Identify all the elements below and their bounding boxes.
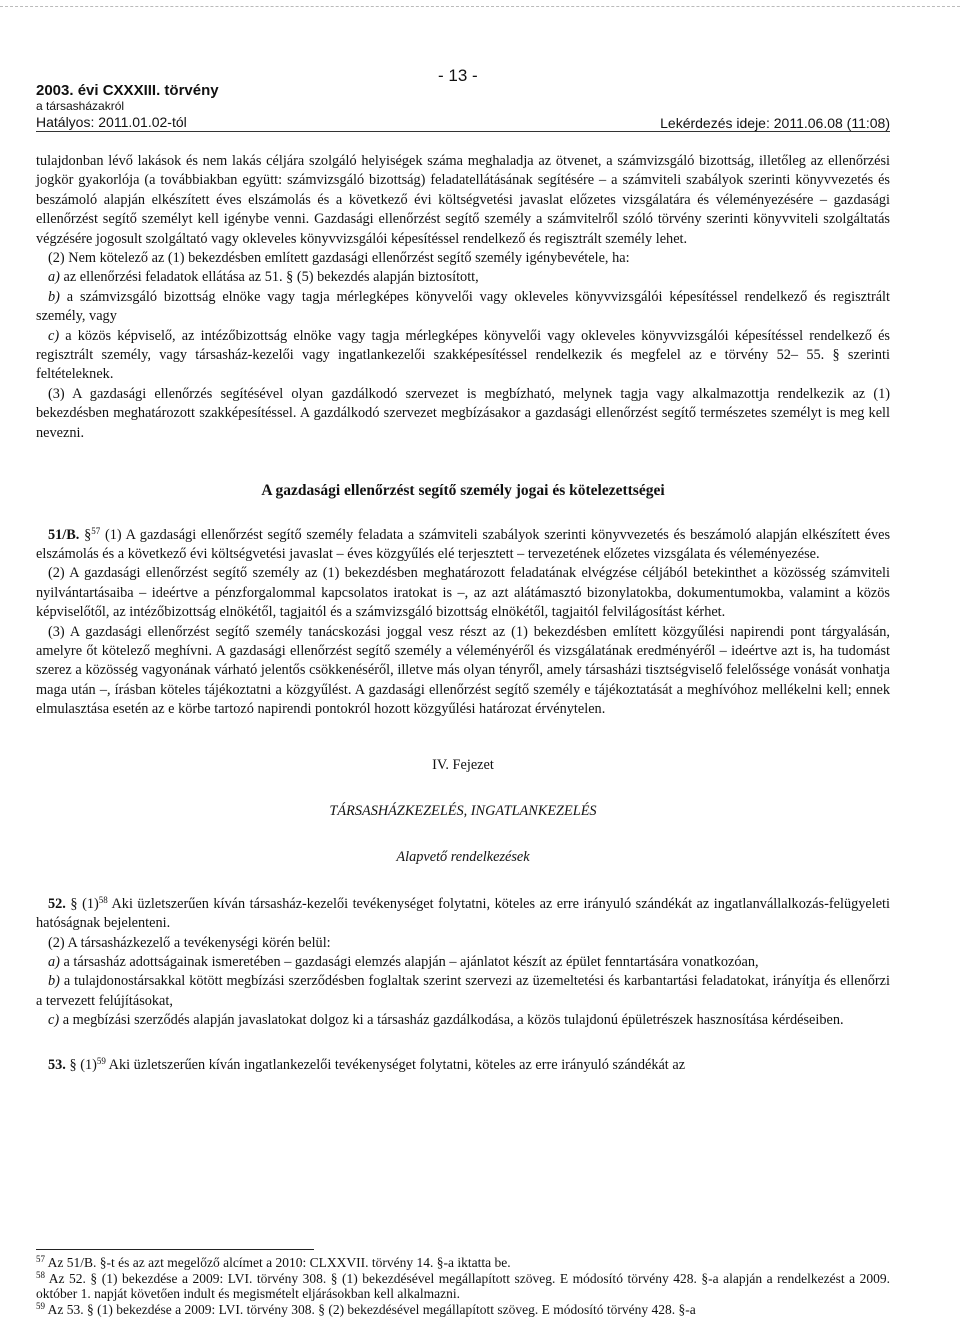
- paragraph-text: Aki üzletszerűen kíván ingatlankezelői tevékenységet folytatni, köteles az erre irányuló szándékát az: [108, 1056, 686, 1073]
- section-number: 51/B.: [48, 526, 80, 543]
- section-heading: A gazdasági ellenőrzést segítő személy jogai és kötelezettségei: [261, 482, 665, 500]
- paragraph: (2) Nem kötelező az (1) bekezdésben említett gazdasági ellenőrzést segítő személy igénybevétele, ha:: [48, 250, 630, 267]
- paragraph: (2) A társasházkezelő a tevékenységi körén belül:: [48, 934, 331, 951]
- section-mark: §: [70, 895, 78, 912]
- footnote-text: Az 53. § (1) bekezdése a 2009: LVI. törvény 308. § (2) bekezdésével megállapított szöveg. E módosító törvény 428. §-a: [47, 1301, 696, 1317]
- section-number: 52.: [48, 895, 66, 912]
- header-law-info: [36, 82, 219, 130]
- chapter-number: IV. Fejezet: [432, 756, 494, 773]
- item-label: a): [48, 269, 60, 286]
- footnote-divider: [36, 1249, 314, 1250]
- list-item: [36, 268, 890, 287]
- page-number: - 13 -: [438, 66, 478, 85]
- footnote-ref: 58: [98, 894, 108, 905]
- item-text: a számvizsgáló bizottság elnöke vagy tagja mérlegképes könyvelői vagy okleveles könyvvizsgálói képesítéssel rendelkező és regisztrált személy, vagy: [36, 288, 890, 325]
- query-date: Lekérdezés ideje: 2011.06.08 (11:08): [660, 115, 890, 131]
- paragraph-text: (1) A gazdasági ellenőrzést segítő személy feladata a számviteli szabályok szerinti könyvvezetés és beszámoló alapján elkészített éves elszámolás és a következő évi költségvetési javaslat – éves közgyűlés elé terjesztett – tervezetének előzetes vizsgálata és véleményezése.: [36, 526, 891, 562]
- paragraph-prefix: (1): [82, 895, 99, 912]
- page-header: [36, 66, 890, 131]
- item-label: c): [48, 327, 60, 344]
- footnote-number: 59: [36, 1300, 45, 1311]
- list-item: [36, 288, 890, 327]
- item-text: a társasház adottságainak ismeretében – gazdasági elemzés alapján – ajánlatot készít az épület fenntartására vonatkozóan,: [63, 954, 759, 970]
- footnote: [36, 1302, 890, 1318]
- footnote-text: Az 51/B. §-t és az azt megelőző alcímet a 2010: CLXXVII. törvény 14. §-a iktatta be.: [47, 1255, 511, 1270]
- paragraph: (2) A gazdasági ellenőrzést segítő személy az (1) bekezdésben meghatározott feladatának elvégzése céljából betekinthet a közösség számviteli nyilvántartásaiba – ideértve a pénzforgalommal kapcsolatos iratokat is –, az azt alátámasztó bizonylatokba, dokumentumokba, valamint a közös képviselőtől, az intézőbizottság elnökétől, tagjaitól és a számvizsgáló bizottság elnökétől, tagjaitól felvilágosítást kérhet.: [36, 565, 890, 621]
- paragraph-text: Aki üzletszerűen kíván társasház-kezelői tevékenységet folytatni, köteles az erre irányuló szándékát az ingatlanvállalkozás-felügyeleti hatóságnak bejelenteni.: [36, 895, 891, 932]
- subheading: Alapvető rendelkezések: [396, 849, 530, 866]
- footnote-ref: 57: [91, 525, 101, 536]
- footnote-number: 57: [36, 1254, 45, 1264]
- section-number: 53.: [48, 1056, 66, 1073]
- list-item: [36, 972, 890, 1011]
- footnote-ref: 59: [96, 1055, 106, 1066]
- law-subject: a társasházakról: [36, 99, 125, 113]
- footnote: [36, 1271, 890, 1302]
- item-label: a): [48, 954, 60, 970]
- list-item: [36, 1011, 890, 1030]
- list-item: [36, 953, 890, 972]
- paragraph-prefix: (1): [80, 1056, 97, 1073]
- paragraph: (3) A gazdasági ellenőrzés segítésével olyan gazdálkodó szervezet is megbízható, melynek tagja vagy alkalmazottja rendelkezik az (1) bekezdésben meghatározott szakképesítéssel. A gazdálkodó szervezet megbízásakor a gazdasági ellenőrzést segítő természetes személyt is meg kell nevezni.: [36, 385, 890, 441]
- footnotes: [36, 1255, 890, 1317]
- section-52: [36, 895, 890, 934]
- section-51b: [36, 526, 890, 565]
- list-item: [36, 327, 890, 385]
- section-mark: §: [69, 1056, 77, 1073]
- scan-top-edge: [0, 6, 960, 7]
- header-divider: [36, 131, 890, 132]
- item-label: c): [48, 1012, 60, 1029]
- effective-date: Hatályos: 2011.01.02-tól: [36, 114, 187, 130]
- item-text: az ellenőrzési feladatok ellátása az 51. § (5) bekezdés alapján biztosított,: [63, 269, 479, 286]
- item-text: a megbízási szerződés alapján javaslatokat dolgoz ki a társasház gazdálkodása, a közös tulajdonú épületrészek hasznosítása kérdéseiben.: [62, 1012, 844, 1029]
- document-body: [36, 152, 890, 1075]
- item-text: a közös képviselő, az intézőbizottság elnöke vagy tagja mérlegképes könyvelői vagy okleveles könyvvizsgálói képesítéssel rendelkező és regisztrált személy, vagy társasház-kezelői vagy ingatlankezelői szakképesítéssel rendelkezik és megfelel az e törvény 52– 55. § szerinti feltételeknek.: [36, 327, 891, 383]
- paragraph: tulajdonban lévő lakások és nem lakás céljára szolgáló helyiségek száma meghaladja az ötvenet, a számvizsgáló bizottság, illetőleg az ellenőrzési jogkör gyakorlója (a továbbiakban együtt: számvizsgáló bizottság) feladatellátásának segítésére – a számviteli szabályok szerinti könyvvezetés és beszámoló alapján elkészített éves elszámolás és a következő évi költségvetési javaslat előzetes vizsgálatára és véleményezésére – gazdasági ellenőrzést segítő személyt kell igénybe venni. Gazdasági ellenőrzést segítő személy a számvitelről szóló törvény szerinti könyvviteli szolgáltatás végzésére jogosult szolgáltató vagy okleveles könyvvizsgálói képesítéssel rendelkező és regisztrált személy lehet.: [36, 153, 890, 247]
- chapter-title: TÁRSASHÁZKEZELÉS, INGATLANKEZELÉS: [329, 802, 597, 819]
- item-label: b): [48, 288, 60, 305]
- section-mark: §: [84, 526, 92, 543]
- section-53: [36, 1056, 890, 1075]
- footnote: [36, 1255, 890, 1271]
- footnote-number: 58: [36, 1269, 45, 1280]
- paragraph: (3) A gazdasági ellenőrzést segítő személy tanácskozási joggal vesz részt az (1) bekezdésben említett közgyűlési napirendi pont tárgyalásán, amelyre őt kötelező meghívni. A gazdasági ellenőrzést segítő személy a véleményéről és vizsgálatának eredményéről – ideértve azt is, ha tudomást szerez a közösség vagyonának várható jelentős csökkenéséről, illetve más olyan tényről, amely társasházi tisztségviselő felelőssége vonását vonhatja maga után –, írásban köteles tájékoztatni a közgyűlést. A gazdasági ellenőrzést segítő személy e tájékoztatását a meghívóhoz mellékelni kell; ennek elmulasztása esetén az e körbe tartozó napirendi pontokról hozott közgyűlési határozat érvénytelen.: [36, 623, 890, 718]
- footnote-text: Az 52. § (1) bekezdése a 2009: LVI. törvény 308. § (1) bekezdésével megállapított szöveg. E módosító törvény 428. §-a alapján a rendelkezést a 2009. október 1. napját követően indult és megismételt eljárásokban kell alkalmazni.: [36, 1270, 890, 1302]
- law-title: 2003. évi CXXXIII. törvény: [36, 82, 219, 99]
- item-text: a tulajdonostársakkal kötött megbízási szerződésben foglaltak szerint szervezi az üzemeltetési és karbantartási feladatokat, irányítja és ellenőrzi a tervezett felújításokat,: [36, 973, 890, 1009]
- item-label: b): [48, 973, 60, 990]
